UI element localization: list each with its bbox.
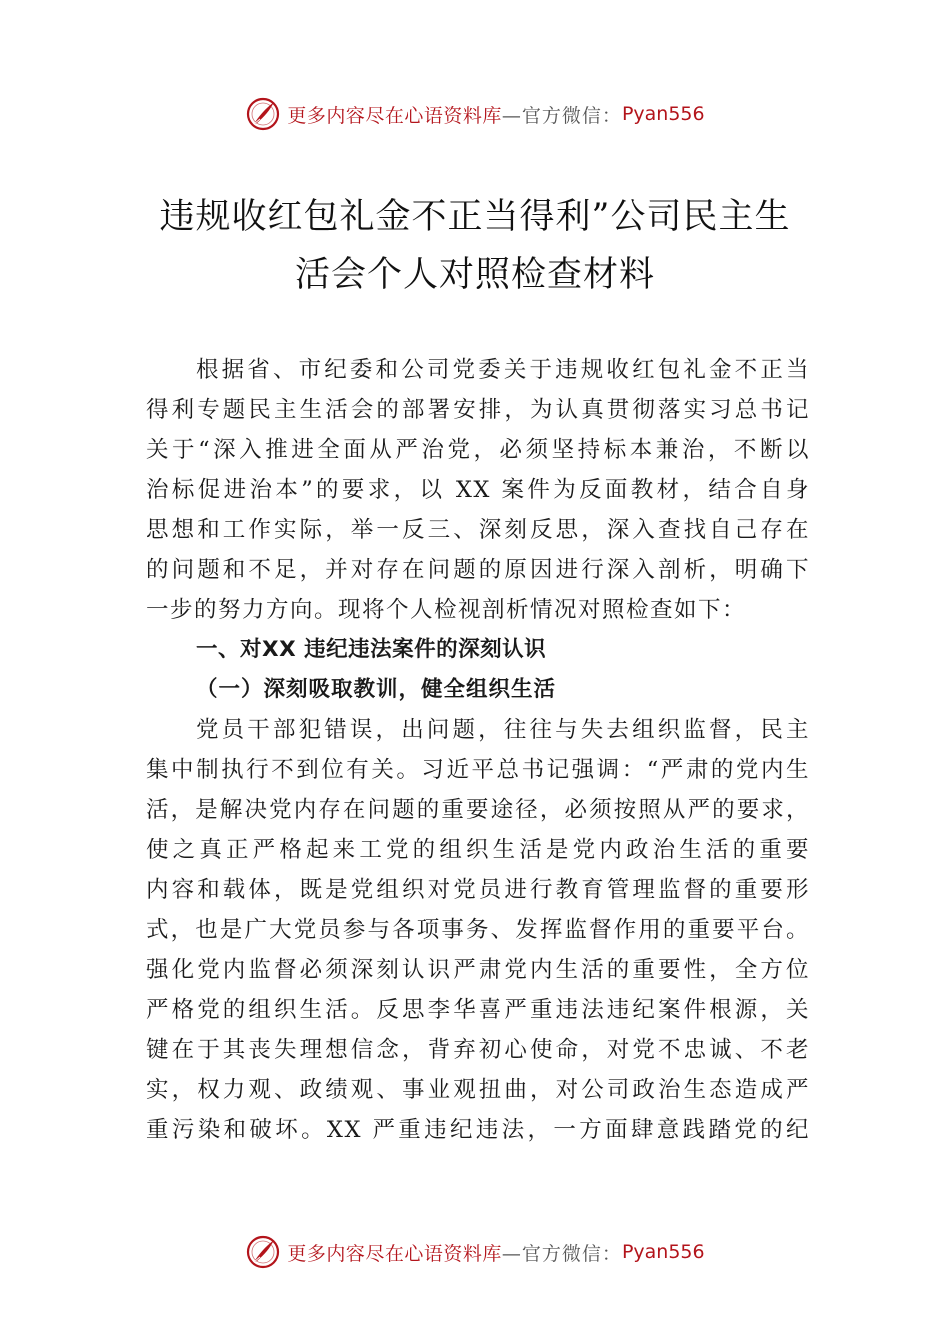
body-line: 实，权力观、政绩观、事业观扭曲，对公司政治生态造成严: [146, 1077, 810, 1103]
body-line: 使之真正严格起来工党的组织生活是党内政治生活的重要: [146, 837, 810, 863]
banner-wechat-id: Pyan556: [621, 1241, 705, 1263]
body-line: 式，也是广大党员参与各项事务、发挥监督作用的重要平台。: [146, 917, 810, 943]
subsection-heading: （一）深刻吸取教训，健全组织生活: [196, 677, 557, 702]
body-line: 治标促进治本”的要求，以 XX 案件为反面教材，结合自身: [146, 477, 810, 503]
banner-brand-text: 更多内容尽在心语资料库: [287, 104, 502, 127]
banner-brand-text: 更多内容尽在心语资料库: [287, 1242, 502, 1265]
header-banner: [0, 94, 950, 134]
banner-wechat-label: —官方微信：: [501, 1242, 622, 1265]
section-heading: 一、对XX 违纪违法案件的深刻认识: [196, 637, 547, 662]
body-line: 思想和工作实际，举一反三、深刻反思，深入查找自己存在: [146, 517, 810, 543]
quill-pen-icon: [245, 96, 281, 132]
title-line-1: 违规收红包礼金不正当得利”公司民主生: [159, 197, 791, 237]
body-line: 活，是解决党内存在问题的重要途径，必须按照从严的要求，: [146, 797, 810, 823]
body-line: 重污染和破坏。XX 严重违纪违法，一方面肆意践踏党的纪: [146, 1117, 810, 1143]
document-body: [146, 350, 810, 1150]
body-line: 内容和载体，既是党组织对党员进行教育管理监督的重要形: [146, 877, 810, 903]
banner-wechat-label: —官方微信：: [501, 104, 622, 127]
document-title: [130, 188, 820, 304]
banner-wechat-id: Pyan556: [621, 103, 705, 125]
body-line: 得利专题民主生活会的部署安排，为认真贯彻落实习总书记: [146, 397, 810, 423]
quill-pen-icon: [245, 1234, 281, 1270]
body-line: 关于“深入推进全面从严治党，必须坚持标本兼治，不断以: [146, 437, 810, 463]
body-line: 严格党的组织生活。反思李华喜严重违法违纪案件根源，关: [146, 997, 810, 1023]
body-line: 党员干部犯错误，出问题，往往与失去组织监督，民主: [196, 717, 810, 743]
body-line: 一步的努力方向。现将个人检视剖析情况对照检查如下：: [146, 597, 747, 623]
body-line: 集中制执行不到位有关。习近平总书记强调：“严肃的党内生: [146, 757, 810, 783]
body-line: 键在于其丧失理想信念，背弃初心使命，对党不忠诚、不老: [146, 1037, 810, 1063]
footer-banner: [0, 1232, 950, 1272]
body-line: 强化党内监督必须深刻认识严肃党内生活的重要性，全方位: [146, 957, 810, 983]
body-line: 的问题和不足，并对存在问题的原因进行深入剖析，明确下: [146, 557, 810, 583]
title-line-2: 活会个人对照检查材料: [294, 255, 655, 295]
body-line: 根据省、市纪委和公司党委关于违规收红包礼金不正当: [196, 357, 810, 383]
